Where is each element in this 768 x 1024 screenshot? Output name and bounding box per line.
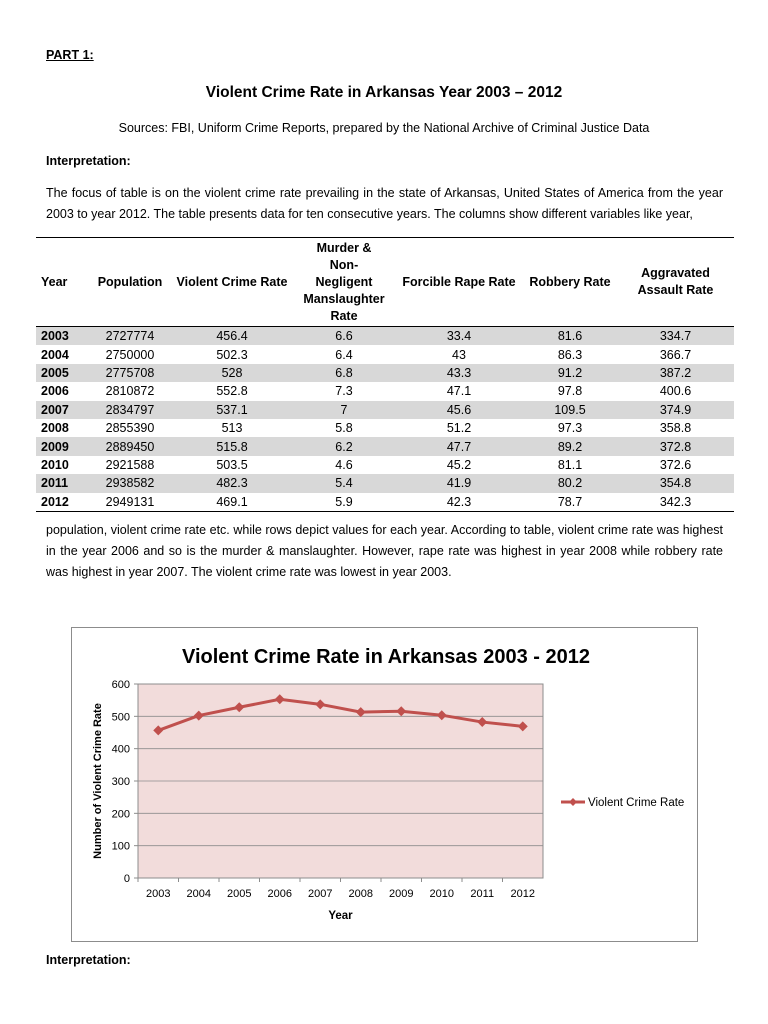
table-row [36,419,734,437]
cell-population: 2727774 [89,327,171,346]
cell-assault: 387.2 [617,364,734,382]
cell-robbery: 78.7 [523,493,617,512]
cell-robbery: 91.2 [523,364,617,382]
cell-violent: 482.3 [171,474,293,492]
cell-rape: 43.3 [395,364,523,382]
cell-year: 2005 [36,364,89,382]
y-tick-label: 100 [111,840,130,853]
cell-violent: 528 [171,364,293,382]
table-row [36,456,734,474]
table-body [36,327,734,512]
cell-assault: 372.6 [659,457,692,472]
cell-rape: 42.3 [395,493,523,512]
cell-year: 2007 [36,401,89,419]
header-population: Population [89,238,171,327]
cell-assault: 366.7 [659,347,692,362]
cell-robbery: 86.3 [557,347,583,362]
cell-rape: 45.2 [446,457,472,472]
chart-title: Violent Crime Rate in Arkansas 2003 - 2012 [182,646,590,668]
x-tick-label: 2007 [308,888,333,900]
cell-year: 2009 [36,437,89,455]
table-header-row [36,238,734,327]
cell-population: 2949131 [89,493,171,512]
table-row [36,364,734,382]
y-tick-label: 200 [111,808,130,821]
header-murder-line-2: Non- [329,257,359,272]
cell-population: 2889450 [89,437,171,455]
x-tick-label: 2003 [146,888,171,900]
interpretation-heading-2: Interpretation: [46,953,131,967]
x-tick-label: 2008 [348,888,373,900]
cell-assault: 372.8 [617,437,734,455]
cell-population: 2810872 [105,384,155,399]
cell-assault: 358.8 [659,421,692,436]
header-murder-line-3: Negligent [315,274,373,289]
cell-murder: 6.6 [293,327,395,346]
cell-robbery: 89.2 [523,437,617,455]
cell-rape: 33.4 [395,327,523,346]
line-chart [72,628,697,941]
x-tick-label: 2004 [186,888,211,900]
cell-population: 2834797 [89,401,171,419]
x-tick-label: 2009 [389,888,414,900]
x-axis-label: Year [328,910,353,922]
table-row [36,345,734,363]
x-tick-label: 2006 [267,888,292,900]
cell-murder: 7 [293,401,395,419]
x-tick-label: 2011 [470,888,495,900]
cell-murder: 4.6 [335,457,353,472]
cell-population: 2750000 [105,347,155,362]
cell-population: 2938582 [89,474,171,492]
legend-swatch-marker [569,798,577,806]
header-year: Year [36,238,89,327]
part-label: PART 1: [46,48,94,62]
table-row [36,327,734,346]
cell-assault: 342.3 [617,493,734,512]
cell-year: 2006 [41,384,69,399]
chart-container [71,627,698,942]
cell-rape: 47.1 [446,384,472,399]
table-row [36,382,734,400]
cell-robbery: 81.1 [557,457,583,472]
y-tick-label: 300 [111,776,130,788]
crime-table [36,237,734,512]
table-row [36,401,734,419]
cell-population: 2921588 [105,457,155,472]
cell-rape: 41.9 [395,474,523,492]
cell-robbery: 97.3 [557,421,583,436]
cell-year: 2012 [36,493,89,512]
cell-murder: 7.3 [335,384,353,399]
y-tick-label: 0 [123,873,130,885]
cell-violent: 513 [221,421,243,436]
cell-assault: 374.9 [617,401,734,419]
header-aggravated-assault-rate: Aggravated Assault Rate [617,238,734,327]
cell-assault: 400.6 [659,384,692,399]
x-tick-label: 2012 [510,888,535,900]
header-violent-crime-rate: Violent Crime Rate [171,238,293,327]
cell-year: 2011 [36,474,89,492]
cell-assault: 354.8 [617,474,734,492]
cell-murder: 5.4 [293,474,395,492]
y-tick-label: 600 [111,679,130,691]
cell-year: 2010 [41,457,69,472]
cell-assault: 334.7 [617,327,734,346]
cell-violent: 469.1 [171,493,293,512]
header-murder-line-4: Manslaughter [303,291,385,306]
table-row [36,474,734,492]
cell-robbery: 81.6 [523,327,617,346]
cell-rape: 43 [452,347,466,362]
y-tick-label: 500 [111,711,130,724]
cell-rape: 45.6 [395,401,523,419]
cell-population: 2775708 [89,364,171,382]
table-row [36,437,734,455]
paragraph-analysis: population, violent crime rate etc. while rows depict values for each year. According to table, violent crime rate was highest in the year 2006 and so is the murder & manslaughter. However, rape rate was highest in year 2008 while robbery rate was highest in year 2007. The violent crime rate was lowest in year 2003. [46,523,723,579]
cell-murder: 6.2 [293,437,395,455]
x-tick-label: 2010 [429,888,454,900]
cell-rape: 47.7 [395,437,523,455]
cell-violent: 456.4 [171,327,293,346]
header-murder-line-1: Murder & [316,240,372,255]
header-forcible-rape-rate: Forcible Rape Rate [395,238,523,327]
cell-robbery: 109.5 [523,401,617,419]
cell-murder: 5.9 [293,493,395,512]
cell-violent: 503.5 [216,457,248,472]
paragraph-intro: The focus of table is on the violent crime rate prevailing in the state of Arkansas, United States of America from the year 2003 to year 2012. The table presents data for ten consecutive years. The columns show different variables like year, [46,186,723,221]
cell-violent: 552.8 [216,384,248,399]
cell-population: 2855390 [105,421,155,436]
y-axis-label: Number of Violent Crime Rate [92,703,104,859]
header-murder-rate [293,238,395,327]
header-murder-line-5: Rate [330,308,358,323]
cell-year: 2003 [36,327,89,346]
cell-murder: 6.8 [293,364,395,382]
cell-robbery: 97.8 [557,384,583,399]
header-robbery-rate: Robbery Rate [523,238,617,327]
legend-label: Violent Crime Rate [588,797,685,809]
y-tick-label: 400 [111,743,130,756]
table-row [36,493,734,512]
cell-violent: 537.1 [171,401,293,419]
cell-murder: 6.4 [335,347,353,362]
cell-year: 2004 [41,347,69,362]
cell-rape: 51.2 [446,421,472,436]
sources-line: Sources: FBI, Uniform Crime Reports, prepared by the National Archive of Criminal Justice Data [118,121,650,135]
x-tick-label: 2005 [227,888,252,900]
document-title: Violent Crime Rate in Arkansas Year 2003 – 2012 [205,84,563,101]
cell-murder: 5.8 [335,421,353,436]
cell-year: 2008 [41,421,69,436]
cell-violent: 515.8 [171,437,293,455]
cell-violent: 502.3 [216,347,248,362]
cell-robbery: 80.2 [523,474,617,492]
interpretation-heading: Interpretation: [46,154,131,168]
